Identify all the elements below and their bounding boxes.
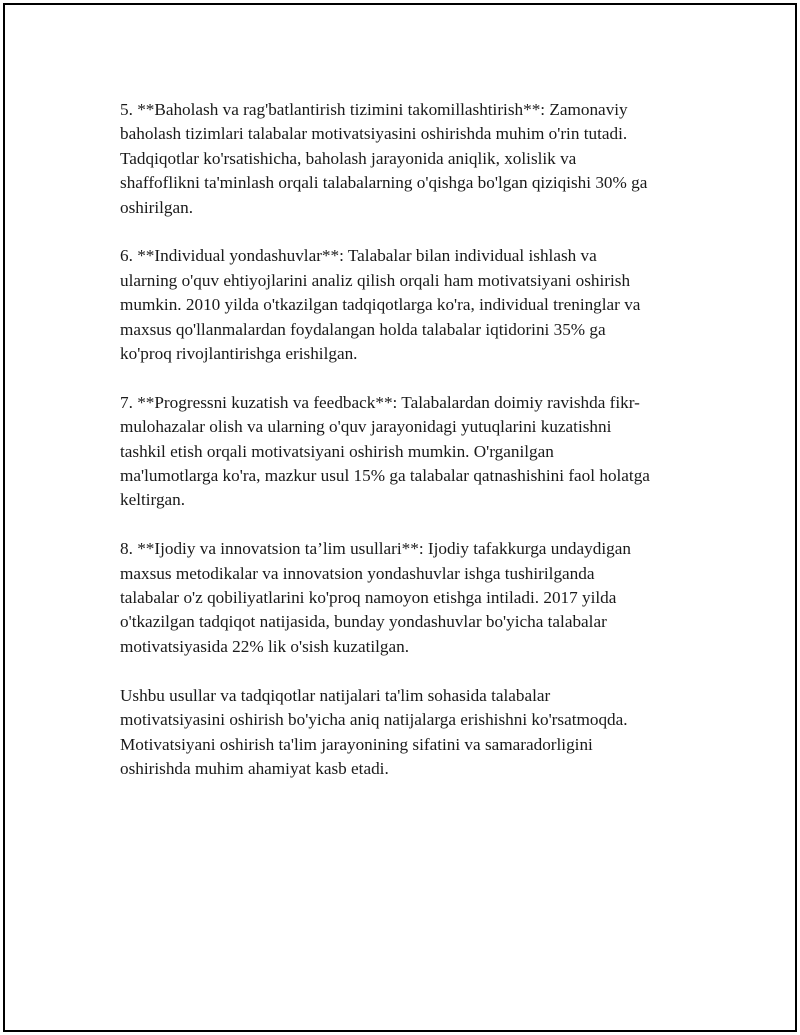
paragraph-assessment-system: 5. **Baholash va rag'batlantirish tizimini takomillashtirish**: Zamonaviy baholash tizimlari talabalar motivatsiyasini oshirishda muhim o'rin tutadi. Tadqiqotlar ko'rsatishicha, baholash jarayonida aniqlik, xolislik va shaffoflikni ta'minlash orqali talabalarning o'qishga bo'lgan qiziqishi 30% ga oshirilgan. [120, 100, 648, 217]
paragraph-individual-approaches: 6. **Individual yondashuvlar**: Talabalar bilan individual ishlash va ularning o'quv ehtiyojlarini analiz qilish orqali ham motivatsiyani oshirish mumkin. 2010 yilda o'tkazilgan tadqiqotlarga ko'ra, individual treninglar va maxsus qo'llanmalardan foydalangan holda talabalar iqtidorini 35% ga ko'proq rivojlantirishga erishilgan. [120, 246, 641, 364]
paragraph-progress-feedback: 7. **Progressni kuzatish va feedback**: Talabalardan doimiy ravishda fikr- mulohazalar olish va ularning o'quv jarayonidagi yutuqlarini kuzatishni tashkil etish orqali motivatsiyani oshirish mumkin. O'rganilgan ma'lumotlarga ko'ra, mazkur usul 15% ga talabalar qatnashishini faol holatga keltirgan. [120, 392, 650, 510]
document-body [120, 98, 700, 806]
paragraph-conclusion: Ushbu usullar va tadqiqotlar natijalari ta'lim sohasida talabalar motivatsiyasini oshirish bo'yicha aniq natijalarga erishishni ko'rsatmoqda. Motivatsiyani oshirish ta'lim jarayonining sifatini va samaradorligini oshirishda muhim ahamiyat kasb etadi. [120, 685, 628, 778]
page-frame [3, 3, 797, 1032]
paragraph-creative-methods: 8. **Ijodiy va innovatsion ta’lim usullari**: Ijodiy tafakkurga undaydigan maxsus metodikalar va innovatsion yondashuvlar ishga tushirilganda talabalar o'z qobiliyatlarini ko'proq namoyon etishga intiladi. 2017 yilda o'tkazilgan tadqiqot natijasida, bunday yondashuvlar bo'yicha talabalar motivatsiyasida 22% lik o'sish kuzatilgan. [120, 539, 631, 656]
